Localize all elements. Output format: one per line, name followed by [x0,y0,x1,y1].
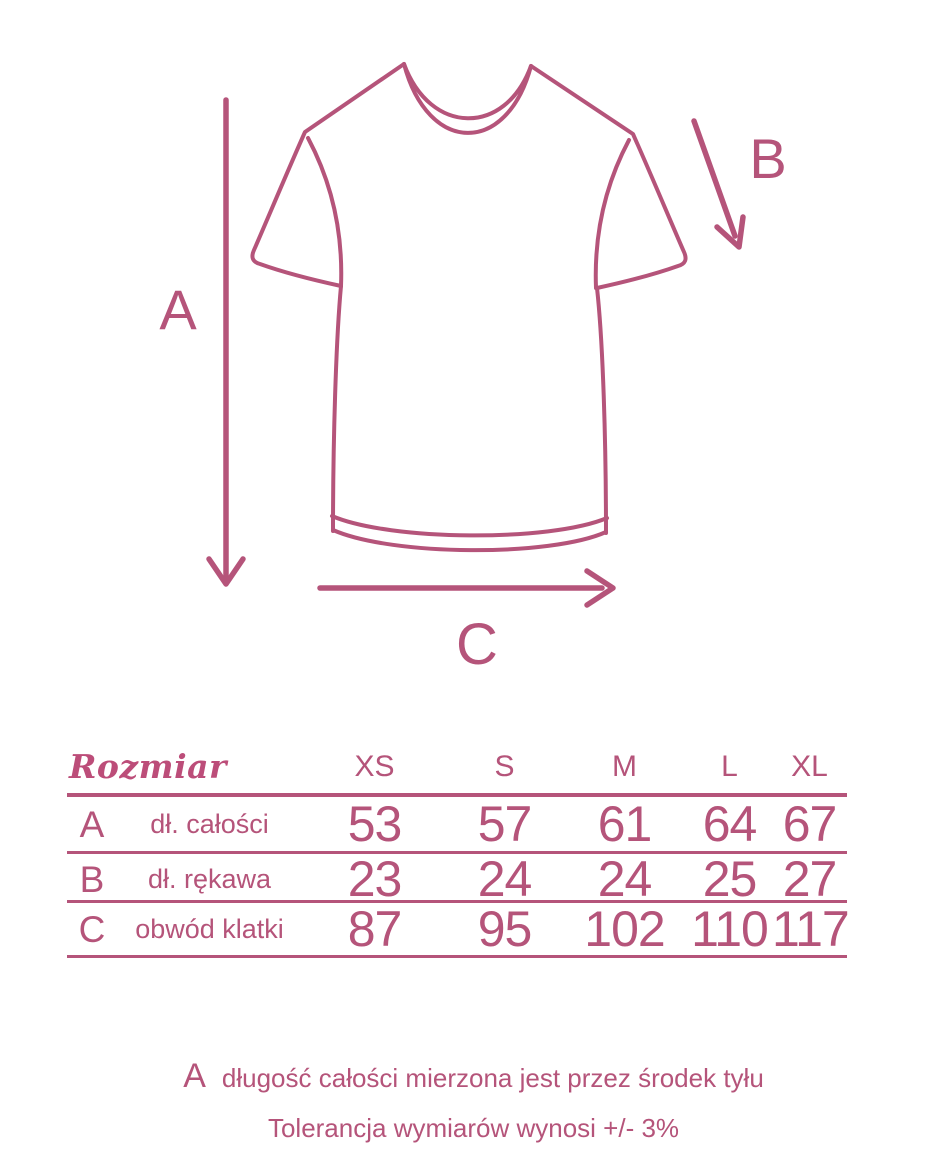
left-armhole-seam [308,138,341,286]
note-measure-method [0,1057,947,1096]
row-letter: B [79,858,105,900]
value-m: 102 [584,901,665,957]
value-xs: 23 [347,851,402,907]
note-letter-a: A [183,1057,206,1095]
value-s: 95 [477,901,532,957]
table-header-row [67,740,847,797]
hem-top-line [332,516,607,535]
arrow-c-label: C [456,612,498,677]
note-tolerance: Tolerancja wymiarów wynosi +/- 3% [267,1113,680,1143]
size-header-l: L [721,749,738,783]
table-row-total-length [67,797,847,854]
hem-bottom-line [333,530,606,550]
left-body-side [333,286,341,531]
arrow-b-label: B [749,127,787,190]
row-label: dł. rękawa [147,863,272,894]
value-xl: 117 [772,901,849,957]
value-xl: 27 [782,851,837,907]
right-body-side [597,288,606,533]
value-l: 110 [691,901,768,957]
size-header-xl: XL [791,749,828,783]
value-l: 64 [702,796,757,852]
arrow-a-label: A [159,278,197,341]
table-title: Rozmiar [69,747,227,786]
table-row-chest [67,903,847,958]
row-letter: A [79,803,105,845]
value-l: 25 [702,851,757,907]
note-measure-text: długość całości mierzona jest przez środek tyłu [221,1063,764,1093]
value-xl: 67 [782,796,837,852]
value-xs: 87 [347,901,402,957]
value-xs: 53 [347,796,402,852]
left-sleeve-line [252,64,404,286]
value-m: 24 [597,851,652,907]
size-table [67,740,847,958]
value-s: 24 [477,851,532,907]
table-row-sleeve-length [67,851,847,907]
right-armhole-seam [596,140,629,288]
size-header-s: S [494,749,515,783]
value-s: 57 [477,796,532,852]
size-header-m: M [612,749,637,783]
row-label: obwód klatki [135,913,284,944]
row-letter: C [78,908,106,950]
value-m: 61 [597,796,652,852]
row-label: dł. całości [150,808,269,839]
measurement-arrows [209,100,743,605]
tshirt-outline [252,64,685,550]
right-sleeve-line [531,66,686,288]
arrow-b-line [694,121,735,236]
size-header-xs: XS [354,749,395,783]
